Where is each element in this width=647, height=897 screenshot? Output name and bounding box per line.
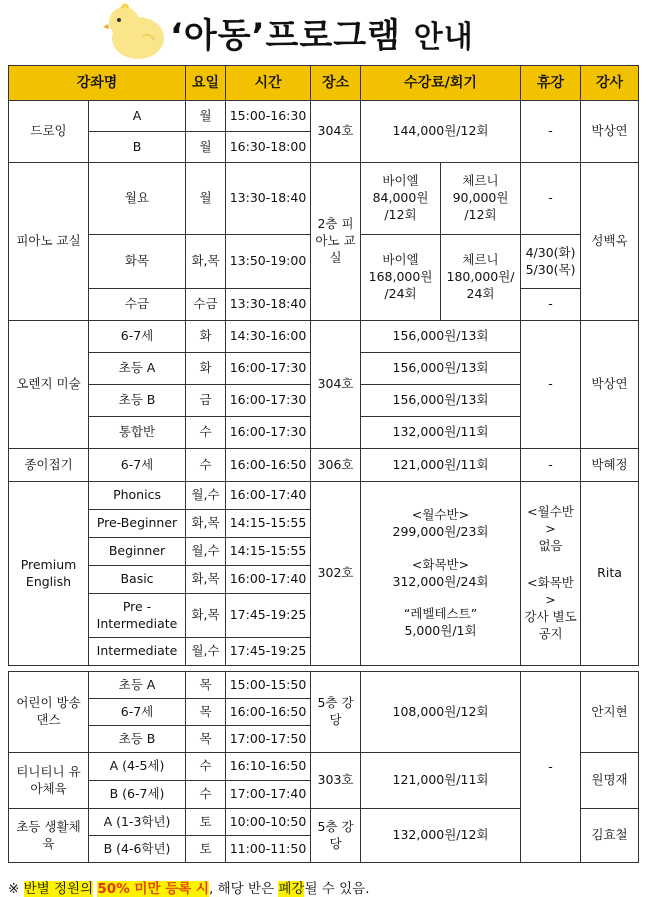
place-cell: 306호: [311, 449, 361, 482]
sub-class: 화목: [89, 235, 186, 289]
time-cell: 17:00-17:50: [226, 726, 311, 753]
fee-cell: 132,000원/12회: [361, 809, 521, 863]
table-row: [9, 163, 639, 235]
time-cell: 17:45-19:25: [226, 594, 311, 638]
day-cell: 화,목: [186, 510, 226, 538]
closure-cell: -: [521, 163, 581, 235]
fee-cell: 바이엘 84,000원 /12회: [361, 163, 441, 235]
day-cell: 목: [186, 699, 226, 726]
closure-cell: -: [521, 672, 581, 863]
sub-class: 초등 A: [89, 353, 186, 385]
time-cell: 16:10-16:50: [226, 753, 311, 781]
header-course: 강좌명: [9, 66, 186, 101]
fee-cell: 바이엘 168,000원 /24회: [361, 235, 441, 321]
header-fee: 수강료/회기: [361, 66, 521, 101]
closure-cell: 4/30(화) 5/30(목): [521, 235, 581, 289]
sub-class: 초등 B: [89, 726, 186, 753]
fee-test: 5,000원/1회: [404, 623, 477, 639]
day-cell: 월: [186, 132, 226, 163]
day-cell: 월,수: [186, 482, 226, 510]
day-cell: 목: [186, 672, 226, 699]
day-cell: 화: [186, 353, 226, 385]
time-cell: 14:30-16:00: [226, 321, 311, 353]
header-time: 시간: [226, 66, 311, 101]
sub-class: Beginner: [89, 538, 186, 566]
teacher-cell: Rita: [581, 482, 639, 666]
sub-class: 6-7세: [89, 321, 186, 353]
fee-cell: 121,000원/11회: [361, 449, 521, 482]
place-cell: 5층 강당: [311, 672, 361, 753]
sub-class: 월요: [89, 163, 186, 235]
day-cell: 목: [186, 726, 226, 753]
time-cell: 16:00-17:30: [226, 385, 311, 417]
closure-cell: -: [521, 101, 581, 163]
table-row: [9, 672, 639, 699]
sub-class: 수금: [89, 289, 186, 321]
table-row: [9, 321, 639, 353]
teacher-cell: 성백옥: [581, 163, 639, 321]
fee-cell: 156,000원/13회: [361, 353, 521, 385]
course-name: 오렌지 미술: [9, 321, 89, 449]
day-cell: 수: [186, 449, 226, 482]
day-cell: 월,수: [186, 638, 226, 666]
sub-class: 통합반: [89, 417, 186, 449]
fee-cell: 체르니 90,000원 /12회: [441, 163, 521, 235]
sub-class: 6-7세: [89, 699, 186, 726]
table-header-row: [9, 66, 639, 101]
day-cell: 토: [186, 836, 226, 863]
fee-tt-label: <화목반>: [411, 556, 470, 572]
chick-icon: [102, 2, 168, 62]
day-cell: 수: [186, 781, 226, 809]
sub-class: B (4-6학년): [89, 836, 186, 863]
note-part: , 해당 반은: [209, 881, 275, 897]
time-cell: 16:00-17:30: [226, 417, 311, 449]
time-cell: 17:00-17:40: [226, 781, 311, 809]
time-cell: 15:00-15:50: [226, 672, 311, 699]
note-part: 될 수 있음.: [304, 881, 370, 897]
sub-class: A: [89, 101, 186, 132]
day-cell: 수금: [186, 289, 226, 321]
footnote: [8, 877, 370, 897]
closure-mw: 없음: [538, 538, 563, 554]
place-cell: 304호: [311, 101, 361, 163]
day-cell: 화: [186, 321, 226, 353]
teacher-cell: 박상연: [581, 101, 639, 163]
fee-cell: 156,000원/13회: [361, 385, 521, 417]
teacher-cell: 안지현: [581, 672, 639, 753]
course-name: 티니티니 유아체육: [9, 753, 89, 809]
fee-mw: 299,000원/23회: [392, 523, 489, 539]
closure-mw-label: <월수반>: [527, 504, 574, 537]
place-cell: 2층 피아노 교실: [311, 163, 361, 321]
time-cell: 13:50-19:00: [226, 235, 311, 289]
header-closure: 휴강: [521, 66, 581, 101]
sub-class: A (4-5세): [89, 753, 186, 781]
fee-tt: 312,000원/24회: [392, 573, 489, 589]
time-cell: 11:00-11:50: [226, 836, 311, 863]
day-cell: 화,목: [186, 594, 226, 638]
sub-class: B: [89, 132, 186, 163]
day-cell: 수: [186, 753, 226, 781]
time-cell: 13:30-18:40: [226, 289, 311, 321]
sub-class: Intermediate: [89, 638, 186, 666]
course-name: Premium English: [9, 482, 89, 666]
day-cell: 화,목: [186, 566, 226, 594]
closure-cell: [521, 482, 581, 666]
header-day: 요일: [186, 66, 226, 101]
page-header: [0, 0, 647, 64]
fee-test-label: “레벨테스트”: [403, 606, 478, 622]
place-cell: 302호: [311, 482, 361, 666]
teacher-cell: 김효철: [581, 809, 639, 863]
sub-class: Pre-Beginner: [89, 510, 186, 538]
closure-tt-label: <화목반>: [527, 575, 574, 607]
teacher-cell: 원명재: [581, 753, 639, 809]
time-cell: 16:00-17:40: [226, 482, 311, 510]
course-name: 드로잉: [9, 101, 89, 163]
closure-cell: -: [521, 449, 581, 482]
sub-class: Phonics: [89, 482, 186, 510]
sub-class: Pre - Intermediate: [89, 594, 186, 638]
sub-class: 6-7세: [89, 449, 186, 482]
place-cell: 303호: [311, 753, 361, 809]
day-cell: 금: [186, 385, 226, 417]
time-cell: 14:15-15:55: [226, 538, 311, 566]
fee-mw-label: <월수반>: [411, 506, 470, 522]
time-cell: 17:45-19:25: [226, 638, 311, 666]
day-cell: 월: [186, 101, 226, 132]
note-mark: ※: [8, 881, 20, 897]
course-name: 초등 생활체육: [9, 809, 89, 863]
day-cell: 화,목: [186, 235, 226, 289]
table-row: [9, 482, 639, 510]
schedule-table: [8, 65, 639, 863]
course-name: 어린이 방송댄스: [9, 672, 89, 753]
closure-tt: 강사 별도 공지: [524, 608, 577, 641]
place-cell: 304호: [311, 321, 361, 449]
sub-class: 초등 A: [89, 672, 186, 699]
table-row: [9, 101, 639, 132]
sub-class: 초등 B: [89, 385, 186, 417]
sub-class: Basic: [89, 566, 186, 594]
course-name: 피아노 교실: [9, 163, 89, 321]
time-cell: 16:00-17:40: [226, 566, 311, 594]
closure-cell: -: [521, 321, 581, 449]
teacher-cell: 박혜정: [581, 449, 639, 482]
note-highlight: 50% 미만 등록 시: [97, 881, 210, 897]
closure-cell: -: [521, 289, 581, 321]
fee-cell: 144,000원/12회: [361, 101, 521, 163]
fee-cell: 121,000원/11회: [361, 753, 521, 809]
fee-cell: 132,000원/11회: [361, 417, 521, 449]
day-cell: 수: [186, 417, 226, 449]
note-highlight-closed: 폐강: [278, 881, 305, 897]
time-cell: 14:15-15:55: [226, 510, 311, 538]
teacher-cell: 박상연: [581, 321, 639, 449]
fee-cell: 108,000원/12회: [361, 672, 521, 753]
course-name: 종이접기: [9, 449, 89, 482]
fee-cell: 체르니 180,000원/ 24회: [441, 235, 521, 321]
sub-class: B (6-7세): [89, 781, 186, 809]
note-part: 반별 정원의: [23, 881, 94, 897]
time-cell: 10:00-10:50: [226, 809, 311, 836]
table-row: [9, 449, 639, 482]
time-cell: 16:00-16:50: [226, 699, 311, 726]
time-cell: 13:30-18:40: [226, 163, 311, 235]
sub-class: A (1-3학년): [89, 809, 186, 836]
fee-cell: 156,000원/13회: [361, 321, 521, 353]
place-cell: 5층 강당: [311, 809, 361, 863]
header-place: 장소: [311, 66, 361, 101]
page-title: ‘아동’프로그램 안내: [170, 16, 474, 56]
time-cell: 16:00-17:30: [226, 353, 311, 385]
day-cell: 월,수: [186, 538, 226, 566]
header-teacher: 강사: [581, 66, 639, 101]
day-cell: 토: [186, 809, 226, 836]
time-cell: 15:00-16:30: [226, 101, 311, 132]
fee-cell: [361, 482, 521, 666]
time-cell: 16:00-16:50: [226, 449, 311, 482]
time-cell: 16:30-18:00: [226, 132, 311, 163]
day-cell: 월: [186, 163, 226, 235]
